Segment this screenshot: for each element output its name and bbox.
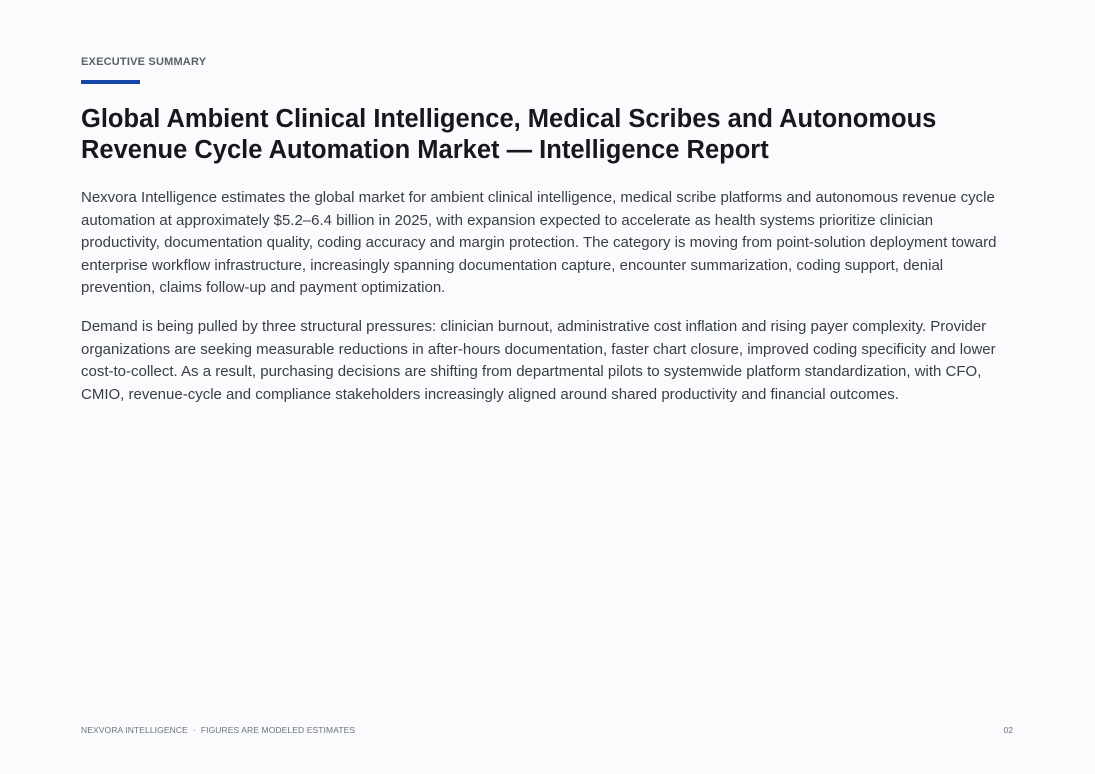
summary-paragraph-2: Demand is being pulled by three structural pressures: clinician burnout, administrative cost inflation and rising payer complexity. Provider organizations are seeking measurable reductions in after-hours documentation, faster chart closure, improved coding specificity and lower cost-to-collect. As a result, purchasing decisions are shifting from departmental pilots to systemwide platform standardization, with CFO, CMIO, revenue-cycle and compliance stakeholders increasingly aligned around shared productivity and financial outcomes. (81, 318, 996, 403)
section-label: EXECUTIVE SUMMARY (81, 56, 207, 68)
document-page (81, 0, 1013, 774)
page-number: 02 (1003, 725, 1013, 735)
footer-separator: · (192, 725, 196, 735)
footer-brand: NEXVORA INTELLIGENCE (81, 725, 188, 735)
page-title: Global Ambient Clinical Intelligence, Medical Scribes and Autonomous Revenue Cycle Automation Market — Intelligence Report (81, 105, 937, 164)
footer-disclaimer: FIGURES ARE MODELED ESTIMATES (200, 725, 356, 735)
footer-note (81, 725, 355, 735)
accent-rule (81, 80, 140, 84)
summary-paragraph-1: Nexvora Intelligence estimates the global market for ambient clinical intelligence, medical scribe platforms and autonomous revenue cycle automation at approximately $5.2–6.4 billion in 2025, with expansion expected to accelerate as health systems prioritize clinician productivity, documentation quality, coding accuracy and margin protection. The category is moving from point-solution deployment toward enterprise workflow infrastructure, increasingly spanning documentation capture, encounter summarization, coding support, denial prevention, claims follow-up and payment optimization. (81, 189, 997, 297)
